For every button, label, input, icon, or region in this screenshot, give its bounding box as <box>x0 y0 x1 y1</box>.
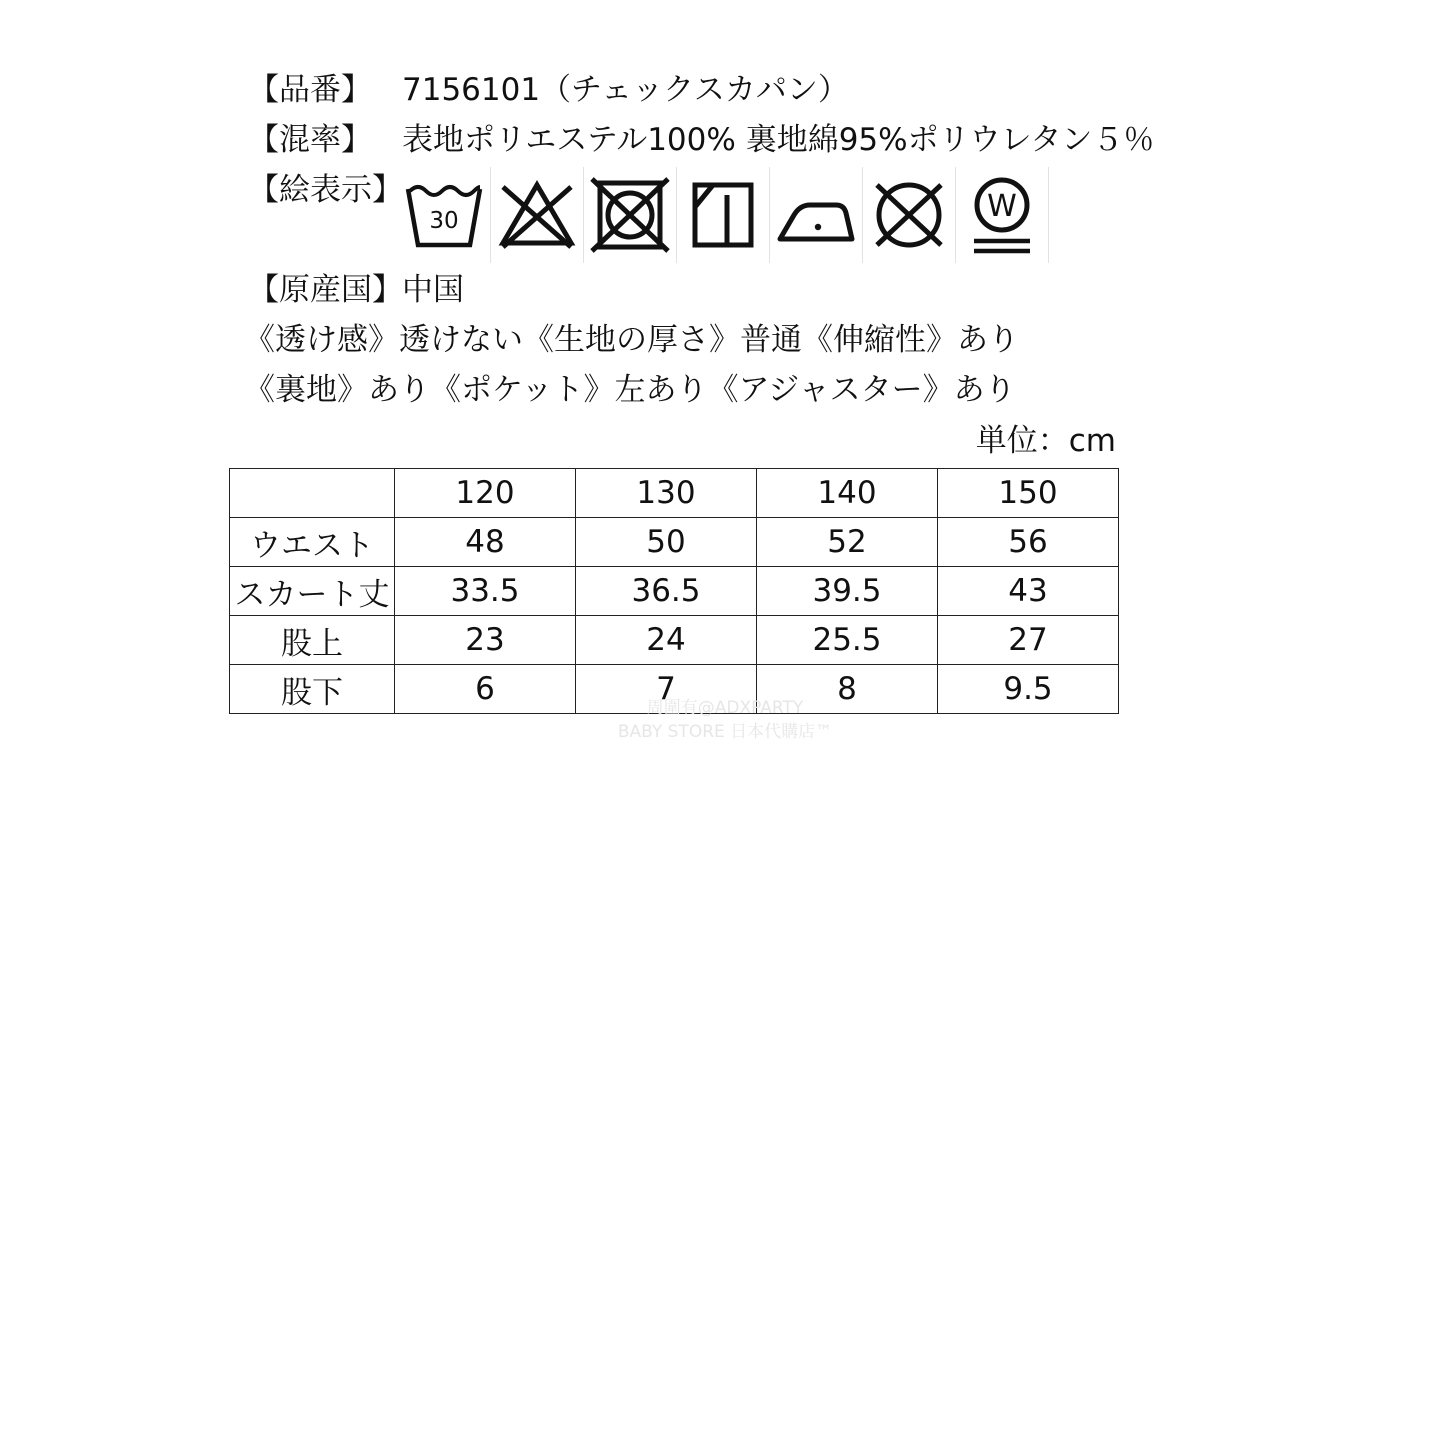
table-cell: 39.5 <box>757 567 938 616</box>
watermark <box>560 696 890 744</box>
table-cell: 36.5 <box>576 567 757 616</box>
table-cell: 48 <box>395 518 576 567</box>
table-cell: 25.5 <box>757 616 938 665</box>
table-cell: 7 <box>576 665 757 714</box>
table-cell: 120 <box>395 469 576 518</box>
origin-label: 【原産国】 <box>248 272 403 308</box>
table-cell: 130 <box>576 469 757 518</box>
product-label: 【品番】 <box>248 72 372 108</box>
care-symbols <box>398 167 1049 263</box>
wet-clean-icon <box>956 167 1049 263</box>
iron-low-icon <box>770 167 863 263</box>
table-cell <box>230 469 395 518</box>
origin-country: 中国 <box>402 272 464 308</box>
unit-label: 単位：cm <box>975 423 1116 459</box>
table-row <box>230 616 1119 665</box>
table-cell: 股下 <box>230 665 395 714</box>
table-cell: 56 <box>938 518 1119 567</box>
table-cell: 140 <box>757 469 938 518</box>
table-cell: スカート丈 <box>230 567 395 616</box>
material-label: 【混率】 <box>248 122 372 158</box>
table-cell: 24 <box>576 616 757 665</box>
no-bleach-icon <box>491 167 584 263</box>
table-cell: 27 <box>938 616 1119 665</box>
wash-30-icon <box>398 167 491 263</box>
features-line-1: 《透け感》透けない《生地の厚さ》普通《伸縮性》あり <box>244 322 1019 358</box>
table-cell: 33.5 <box>395 567 576 616</box>
product-number: 7156101（チェックスカパン） <box>402 72 849 108</box>
drip-dry-shade-icon <box>677 167 770 263</box>
table-cell: 9.5 <box>938 665 1119 714</box>
table-cell: 150 <box>938 469 1119 518</box>
no-dry-clean-icon <box>863 167 956 263</box>
table-row <box>230 567 1119 616</box>
svg-text:W: W <box>987 189 1017 224</box>
size-table <box>229 468 1119 714</box>
table-cell: ウエスト <box>230 518 395 567</box>
table-cell: 50 <box>576 518 757 567</box>
watermark-line-1: 周圍有@ADXPARTY <box>646 698 804 718</box>
table-cell: 43 <box>938 567 1119 616</box>
table-cell: 8 <box>757 665 938 714</box>
table-row <box>230 518 1119 567</box>
table-cell: 6 <box>395 665 576 714</box>
table-header-row <box>230 469 1119 518</box>
table-cell: 52 <box>757 518 938 567</box>
features-line-2: 《裏地》あり《ポケット》左あり《アジャスター》あり <box>244 372 1016 408</box>
no-tumble-dry-icon <box>584 167 677 263</box>
table-cell: 股上 <box>230 616 395 665</box>
table-cell: 23 <box>395 616 576 665</box>
material-composition: 表地ポリエステル100% 裏地綿95%ポリウレタン５％ <box>402 122 1155 158</box>
care-label: 【絵表示】 <box>248 172 403 208</box>
svg-text:30: 30 <box>429 208 459 234</box>
watermark-line-2: BABY STORE 日本代購店™ <box>617 722 833 742</box>
